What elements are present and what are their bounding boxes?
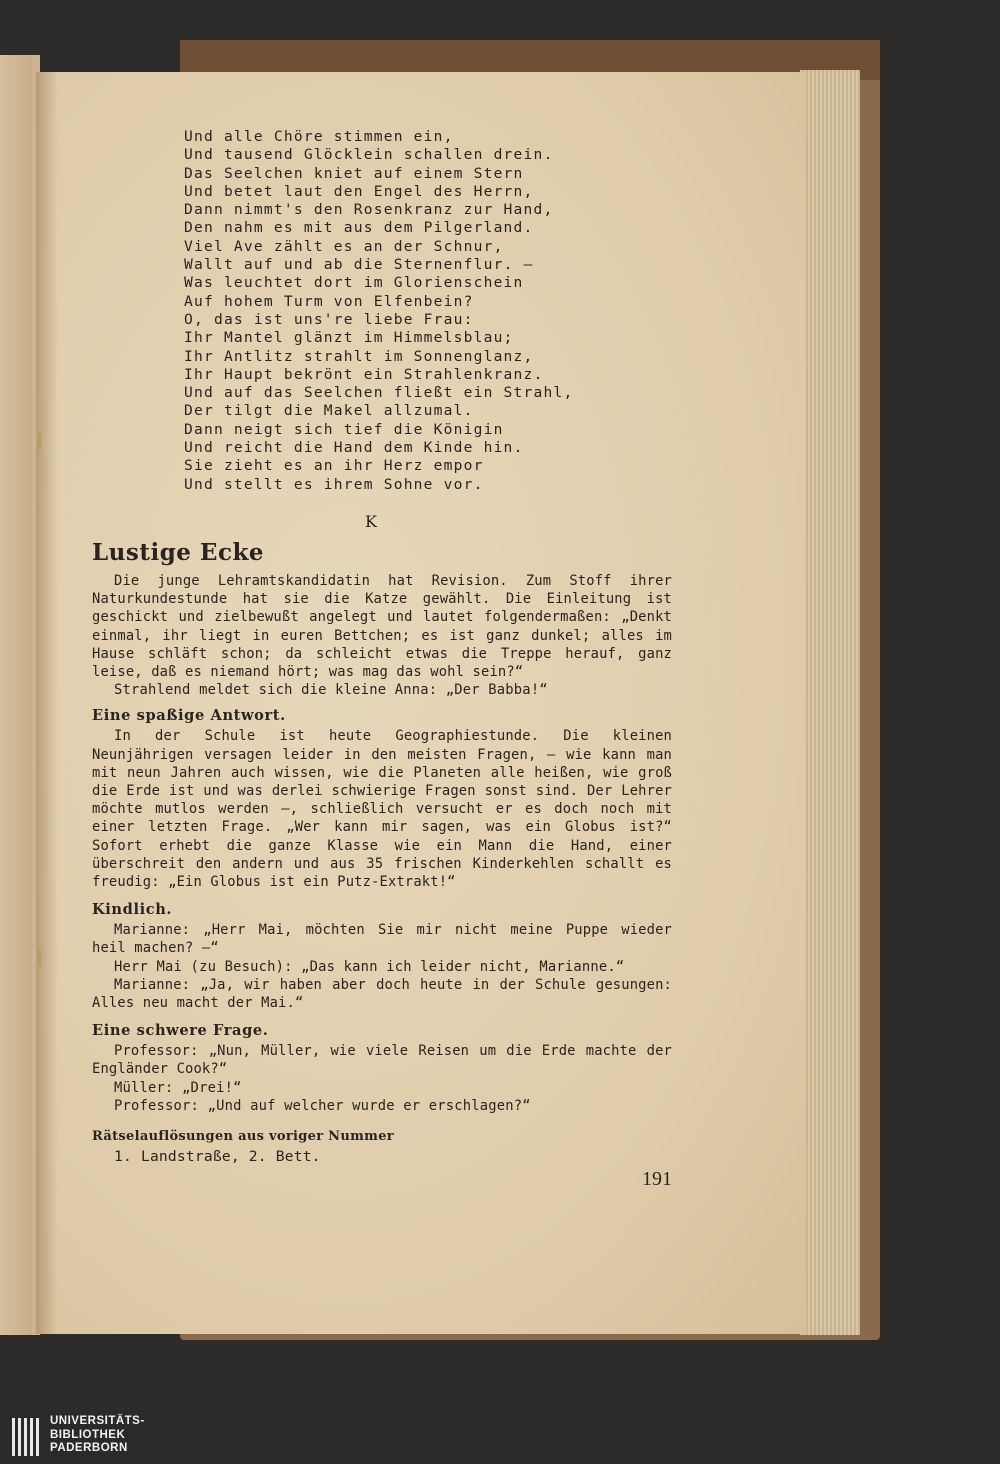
left-page-edge	[0, 55, 32, 1335]
page-gutter	[36, 72, 58, 1334]
riddle-solutions: 1. Landstraße, 2. Bett.	[114, 1148, 321, 1166]
joke-title: Eine schwere Frage.	[92, 1022, 269, 1040]
joke-title: Kindlich.	[92, 901, 173, 919]
poem-line: Der tilgt die Makel allzumal.	[184, 402, 474, 420]
page-number: 191	[642, 1168, 672, 1191]
poem-line: Und auf das Seelchen fließt ein Strahl,	[184, 384, 574, 402]
section-title: Lustige Ecke	[92, 538, 265, 566]
poem-line: Das Seelchen kniet auf einem Stern	[184, 164, 524, 182]
poem-line: Sie zieht es an ihr Herz empor	[184, 457, 484, 475]
poem-line: Ihr Mantel glänzt im Himmelsblau;	[184, 329, 514, 347]
joke-line: Professor: „Und auf welcher wurde er erschlagen?“	[114, 1097, 531, 1114]
poem-line: Was leuchtet dort im Glorienschein	[184, 274, 524, 292]
page-content	[92, 128, 672, 1191]
poem-line: Wallt auf und ab die Sternenflur. —	[184, 256, 534, 274]
poem-line: Auf hohem Turm von Elfenbein?	[184, 292, 474, 310]
library-name-line: BIBLIOTHEK	[50, 1428, 126, 1441]
joke-line: Müller: „Drei!“	[114, 1079, 242, 1096]
poem-line: Und betet laut den Engel des Herrn,	[184, 182, 534, 200]
joke-line: Marianne: „Ja, wir haben aber doch heute in der Schule gesungen: Alles neu macht der Mai.“	[92, 976, 672, 1011]
page-edges	[800, 70, 860, 1335]
joke-line: Professor: „Nun, Müller, wie viele Reisen um die Erde machte der Engländer Cook?“	[92, 1043, 672, 1078]
poem-line: Viel Ave zählt es an der Schnur,	[184, 237, 504, 255]
poem-line: Ihr Antlitz strahlt im Sonnenglanz,	[184, 347, 534, 365]
poem-line: Dann nimmt's den Rosenkranz zur Hand,	[184, 201, 554, 219]
joke-line: Herr Mai (zu Besuch): „Das kann ich leider nicht, Marianne.“	[114, 958, 625, 975]
section-divider: K	[365, 511, 377, 531]
poem-line: Dann neigt sich tief die Königin	[184, 420, 504, 438]
library-name-line: PADERBORN	[50, 1442, 128, 1454]
joke-answer: Strahlend meldet sich die kleine Anna: „Der Babba!“	[114, 682, 548, 699]
poem-line: Und stellt es ihrem Sohne vor.	[184, 475, 484, 493]
poem-line: Und reicht die Hand dem Kinde hin.	[184, 439, 524, 457]
library-emblem-icon	[10, 1416, 40, 1458]
poem-line: Und alle Chöre stimmen ein,	[184, 128, 454, 145]
binding-marker	[38, 433, 41, 449]
joke-line: Marianne: „Herr Mai, möchten Sie mir nicht meine Puppe wieder heil machen? —“	[92, 922, 672, 957]
poem-line: Und tausend Glöcklein schallen drein.	[184, 146, 554, 164]
library-name	[50, 1415, 145, 1456]
library-logo	[0, 1410, 1000, 1464]
riddle-solutions-title: Rätselauflösungen aus voriger Nummer	[92, 1129, 394, 1145]
poem-line: O, das ist uns're liebe Frau:	[184, 310, 474, 328]
joke-title: Eine spaßige Antwort.	[92, 707, 286, 725]
poem-line: Ihr Haupt bekrönt ein Strahlenkranz.	[184, 365, 544, 383]
poem	[184, 128, 672, 494]
poem-line: Den nahm es mit aus dem Pilgerland.	[184, 219, 534, 237]
library-name-line: UNIVERSITÄTS-	[50, 1415, 145, 1427]
joke-text: In der Schule ist heute Geographiestunde. Die kleinen Neunjährigen versagen leider in den meisten Fragen, — wie kann man mit neun Jahren auch wissen, wie die Planeten alle heißen, wie groß die Erde ist und was derlei schwierige Fragen sonst sind. Der Lehrer möchte mutlos werden —, schließlich versucht er es doch noch mit einer letzten Frage. „Wer kann mir sagen, was ein Globus ist?“ Sofort erhebt die ganze Klasse wie ein Mann die Hand, einer überschreit den andern und aus 35 frischen Kinderkehlen schallt es freudig: „Ein Globus ist ein Putz-Extrakt!“	[92, 728, 672, 890]
binding-marker	[38, 950, 41, 966]
joke-text: Die junge Lehramtskandidatin hat Revision. Zum Stoff ihrer Naturkundestunde hat sie die Katze gewählt. Die Einleitung ist geschickt und zielbewußt angelegt und lautet folgendermaßen: „Denkt einmal, ihr liegt in euren Bettchen; es ist ganz dunkel; alles im Hause schläft schon; da schleicht etwas die Treppe herauf, ganz leise, daß es niemand hört; was mag das wohl sein?“	[92, 572, 672, 680]
